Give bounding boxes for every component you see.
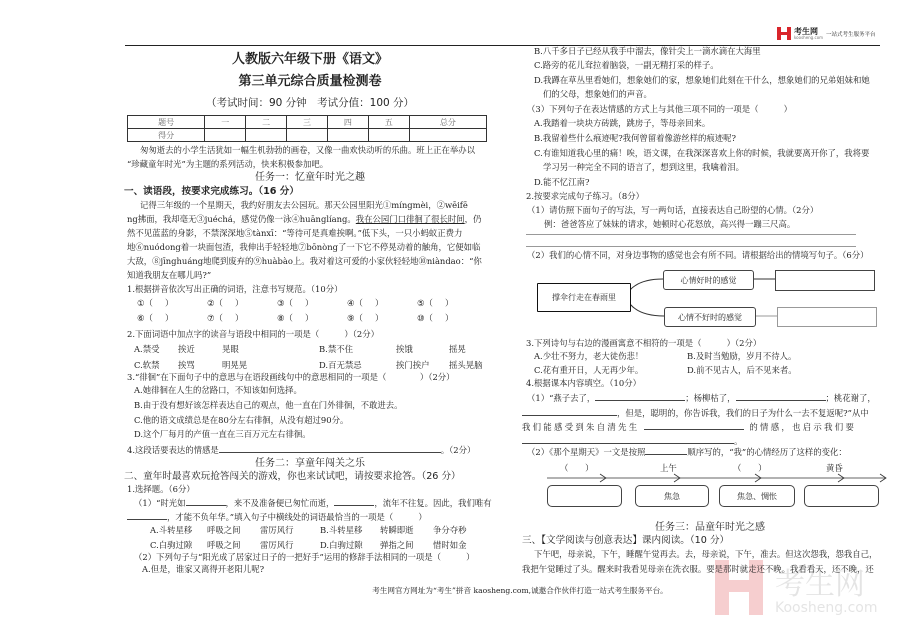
answer-blank[interactable] — [645, 446, 687, 455]
s2q3-option-c[interactable]: C.花有重开日，人无再少年。 — [534, 365, 644, 375]
text: ，但是，聪明的，你告诉我，我们的日子为什么一去不复返呢?”从中 — [617, 408, 869, 418]
q3-text: 3.“徘徊”在下面句子中的意思与在语段画线句中的意思相同的一项是（ ）（2分） — [127, 372, 455, 382]
q3-option-c[interactable]: C.他的语文成绩总是在80分左右徘徊，从没有超过90分。 — [134, 415, 349, 425]
intro-line: “珍藏童年时光”为主题的系列活动，快来积极参加吧。 — [127, 159, 329, 169]
option[interactable]: C.软禁 — [134, 360, 160, 370]
blank-close: ） — [445, 298, 454, 308]
cell: 得分 — [128, 129, 205, 142]
text: ；杨柳枯了， — [685, 393, 736, 403]
cell: 四 — [327, 116, 368, 129]
s2q1-sub2-text: （2）下列句子与“阳光成了居家过日子的一把好手”运用的修辞手法相同的一项是（ ） — [134, 552, 475, 562]
timeline-label: 上午 — [660, 463, 677, 473]
text: 的情感，也启示我们要 — [749, 422, 857, 432]
q3-option-a[interactable]: A.她徘徊在人生的岔路口，不知该如何选择。 — [134, 385, 302, 395]
option-continuation: 学习另一种完全不同的语言了，想到这里，我噙着泪。 — [543, 162, 744, 172]
good-mood-answer-box[interactable] — [775, 270, 875, 291]
blank-close: ） — [165, 313, 174, 323]
s2q4-sub2-line — [527, 446, 847, 458]
text: ，才能不负年华。”填入句子中横线处的词语最恰当的一项是（ ） — [167, 512, 427, 522]
q4-score: 。（2分） — [440, 445, 476, 455]
option-word: 呼吸之间 — [207, 540, 241, 550]
s2q3-option-a[interactable]: A.少壮不努力，老大徒伤悲！ — [534, 351, 644, 361]
timeline-box: 焦急、惆怅 — [719, 485, 795, 507]
passage-line: 地⑥nuódong着一块面包渣，我伸出手轻轻地⑦bōnòng了一下它不停晃动着的触角，它便如临 — [127, 242, 481, 252]
watermark-sub: Koosheng.com — [775, 600, 878, 616]
s2q4-sub1-line — [527, 392, 876, 404]
option-word: 摇晃 — [449, 344, 466, 354]
task2-heading: 任务二：享童年闯关之乐 — [255, 458, 365, 469]
blank-open: ①（ — [137, 298, 153, 308]
s2q3-option-d[interactable]: D.前不见古人，后不见来者。 — [687, 365, 797, 375]
s2q4-text: 4.根据课本内容填空。（10分） — [526, 378, 641, 388]
option-word: 转瞬即逝 — [380, 525, 414, 535]
option[interactable]: A.斗转星移 — [150, 525, 193, 535]
s2q3-option-b[interactable]: B.及时当勉励，岁月不待人。 — [687, 351, 797, 361]
cell: 二 — [246, 116, 287, 129]
option-word: 惜时如金 — [433, 540, 467, 550]
section2-heading: 二、童年时最喜欢玩抢答闯关的游戏，你也来试试吧，请按要求抢答。（26 分） — [124, 471, 461, 482]
text: 顺序写的，“我”的心情经历了这样的变化： — [687, 447, 847, 457]
diagram-center-box: 撑伞行走在春雨里 — [537, 283, 631, 312]
timeline-box-answer[interactable] — [804, 485, 879, 507]
option-word: 挨骂 — [178, 360, 195, 370]
passage-text: ng拂面，我却毫无③juéchá，感觉仍像一泳④huānglíang。 — [127, 214, 356, 224]
reading-line: 下午吧，母亲说，下午，睡醒午觉再去。去，母亲说，下午，准去。但这次怨我，怨我自己， — [534, 549, 878, 559]
q2-text: 2.下面词语中加点字的读音与语段中相同的一项是（ ）（2分） — [127, 329, 379, 339]
text: （1）“时光如 — [134, 498, 186, 508]
blank-close: ） — [445, 313, 454, 323]
text: ；桃花谢了， — [825, 393, 876, 403]
q3-option-d[interactable]: D.这个厂每月的产值一直在三百万元左右徘徊。 — [134, 429, 311, 439]
s2q1-sub3-option-d[interactable]: D.能不忆江南? — [534, 177, 590, 187]
s2q2-sub1: （1）请仿照下面句子的写法，写一两句话，直接表达自己盼望的心情。（2分） — [527, 205, 819, 215]
passage-line: 然不见蓝蓝的身影，不禁深深地⑤tànxī：“等待可是真难挨啊。”低下头，一只小蚂蚁正费力 — [127, 228, 463, 238]
blank-open: ⑥（ — [137, 313, 153, 323]
blank-open: ⑧（ — [277, 313, 293, 323]
blank-close: ） — [375, 298, 384, 308]
option-word: 明晃晃 — [222, 360, 248, 370]
passage-text: ，仍 — [464, 214, 482, 224]
blank-open: ②（ — [207, 298, 223, 308]
timeline-box: 焦急 — [635, 485, 709, 507]
underlined-sentence: 我在公园门口徘徊了很长时间 — [355, 214, 465, 224]
cell: 题号 — [128, 116, 205, 129]
option-word: 雷厉风行 — [260, 525, 294, 535]
diagram-bad-mood-box: 心情不好时的感觉 — [664, 307, 756, 327]
option[interactable]: D.百无禁忌 — [319, 360, 362, 370]
option[interactable]: B.禁不住 — [319, 344, 353, 354]
task1-heading: 任务一：忆童年时光之趣 — [255, 172, 365, 183]
s2q2-text: 2.按要求完成句子练习。（8分） — [526, 191, 644, 201]
passage-line: 记得三年级的一个星期天，我约好朋友去公园玩。那天公园里阳光①míngmèi，②wēifē — [140, 200, 468, 210]
option-word: 雷厉风行 — [260, 540, 294, 550]
cell: 五 — [368, 116, 409, 129]
option-word: 挨门挨户 — [396, 360, 430, 370]
exam-info: （考试时间：90 分钟 考试分值：100 分） — [205, 97, 415, 109]
option-word: 挨饿 — [396, 344, 413, 354]
q4-text: 4.这段话要表达的情感是 — [127, 445, 219, 455]
task3-heading: 任务三：品童年时光之感 — [655, 522, 765, 533]
s2q1-sub2-option-b[interactable]: B.八千多日子已经从我手中溜去，像针尖上一滴水滴在大海里 — [534, 46, 761, 56]
answer-blank[interactable] — [522, 407, 617, 416]
q1-text: 1.根据拼音依次写出正确的词语，注意书写规范。（10分） — [127, 284, 343, 294]
timeline-label: 黄昏 — [826, 463, 843, 473]
option[interactable]: D.白驹过隙 — [320, 540, 363, 550]
blank-open: ⑨（ — [347, 313, 363, 323]
blank-open: ③（ — [277, 298, 293, 308]
s2q1-sub3-option-a[interactable]: A.我踏着一块块方砖跳，跳房子，等母亲回来。 — [534, 118, 711, 128]
text: （2）《那个星期天》一文是按照 — [527, 447, 646, 457]
answer-blank[interactable] — [644, 421, 744, 430]
logo-text: 考生网 — [794, 26, 818, 36]
diagram-good-mood-box: 心情好时的感觉 — [663, 270, 754, 290]
text: （1）“燕子去了， — [527, 393, 596, 403]
passage-line: 大敌，⑧jīnghuáng地爬到废弃的⑨huàbào上。我对着这可爱的小家伙轻轻地⑩niàndao：“你 — [127, 256, 482, 266]
option[interactable]: C.白驹过隙 — [150, 540, 193, 550]
timeline-box-answer[interactable] — [547, 485, 622, 507]
slogan: 一站式考生服务平台 — [826, 31, 876, 38]
s2q2-example: 例：爸爸答应了妹妹的请求，她顿时心花怒放，高兴得一蹦三尺高。 — [544, 219, 796, 229]
bad-mood-answer-box[interactable] — [777, 307, 877, 327]
q3-option-b[interactable]: B.由于没有想好该怎样表达自己的观点，他一直在门外徘徊，不敢进去。 — [134, 400, 403, 410]
answer-blank[interactable] — [736, 392, 826, 401]
watermark-text: 考生网 — [775, 567, 865, 602]
text: 。 — [734, 436, 743, 446]
text: ，流年不往复。因此，我们唯有 — [374, 498, 492, 508]
s2q1-sub3-option-c[interactable]: C.有谁知道我心里的痛！唉，语文课，在我深深喜欢上你的时候，我就要离开你了，我将要 — [534, 148, 870, 158]
option[interactable]: A.禁受 — [134, 344, 160, 354]
page-subtitle: 第三单元综合质量检测卷 — [238, 74, 382, 89]
s2q2-sub2: （2）我们的心情不同，对身边事物的感觉也会有所不同。请根据给出的情境写句子。（6分） — [527, 250, 869, 260]
s2q3-text: 3.下列诗句与右边的漫画寓意不相符的一项是（ ）（2分） — [526, 338, 762, 348]
reading-line: 我把午觉睡过了头。醒来时我看见母亲在洗衣服。要是那时就走还不晚。我看看天，还不晚，还 — [522, 564, 874, 574]
cell: 一 — [205, 116, 246, 129]
s2q1-sub3-option-b[interactable]: B.我留着些什么痕迹呢?我何曾留着像游丝样的痕迹呢? — [534, 133, 737, 143]
text: ，来不及准备便已匆忙而逝， — [225, 498, 335, 508]
option-continuation: 们的父母，想象她们的声音。 — [543, 89, 652, 99]
blank-close: ） — [235, 298, 244, 308]
logo-sub: koosheng.com — [794, 34, 824, 40]
s2q1-sub2-option-d[interactable]: D.我蹲在草丛里看她们，想象她们的家，想象她们此刻在干什么，想象她们的兄弟姐妹和她 — [534, 75, 870, 85]
blank-close: ） — [235, 313, 244, 323]
answer-blank[interactable] — [595, 392, 685, 401]
intro-line: 匆匆逝去的小学生活犹如一幅生机勃勃的画卷，又像一曲欢快动听的乐曲。班上正在举办以 — [140, 145, 475, 155]
s2q1-sub3-text: （3）下列句子在表达情感的方式上与其他三项不同的一项是（ ） — [527, 104, 792, 114]
section3-heading: 三、【文学阅读与创意表达】课内阅读。（10 分） — [522, 535, 730, 546]
s2q1-sub2-option-c[interactable]: C.路旁的花儿耷拉着脑袋，一副无精打采的样子。 — [534, 60, 719, 70]
s2q4-sub1-line — [522, 407, 869, 419]
option-word: 挨近 — [178, 344, 195, 354]
option-word: 摇头晃脑 — [449, 360, 483, 370]
option-word: 弹指之间 — [380, 540, 414, 550]
s2q1-text: 1.选择题。（6分） — [127, 484, 195, 494]
text: 我们能感受到朱自清先生 — [522, 422, 640, 432]
s2q1-sub2-option-a[interactable]: A.但是，谁家又离得开老阳儿呢? — [142, 564, 265, 574]
blank-close: ） — [305, 298, 314, 308]
cell: 总分 — [409, 116, 486, 129]
timeline-label: （ ） — [733, 463, 767, 473]
blank-open: ④（ — [347, 298, 363, 308]
option-word: 呼吸之间 — [207, 525, 241, 535]
footer: 考生网官方网址为“考生”拼音 kaosheng.com,诚邀合作伙伴打造一站式考生服务平台。 — [372, 586, 668, 595]
option-word: 争分夺秒 — [433, 525, 467, 535]
s2q4-sub1-line — [522, 421, 856, 433]
timeline-label: （ ） — [560, 463, 594, 473]
passage-line: 知道我朋友在哪儿吗?” — [127, 270, 212, 280]
blank-close: ） — [375, 313, 384, 323]
blank-open: ⑦（ — [207, 313, 223, 323]
answer-blank[interactable] — [522, 435, 734, 444]
option-word: 晃眼 — [222, 344, 239, 354]
blank-close: ） — [165, 298, 174, 308]
page-title: 人教版六年级下册《语文》 — [231, 52, 388, 67]
blank-open: ⑩（ — [417, 313, 433, 323]
cell: 三 — [287, 116, 328, 129]
blank-open: ⑤（ — [417, 298, 433, 308]
blank-close: ） — [305, 313, 314, 323]
section1-heading: 一、读语段，按要求完成练习。（16 分） — [124, 186, 299, 197]
option[interactable]: B.斗转星移 — [320, 525, 363, 535]
